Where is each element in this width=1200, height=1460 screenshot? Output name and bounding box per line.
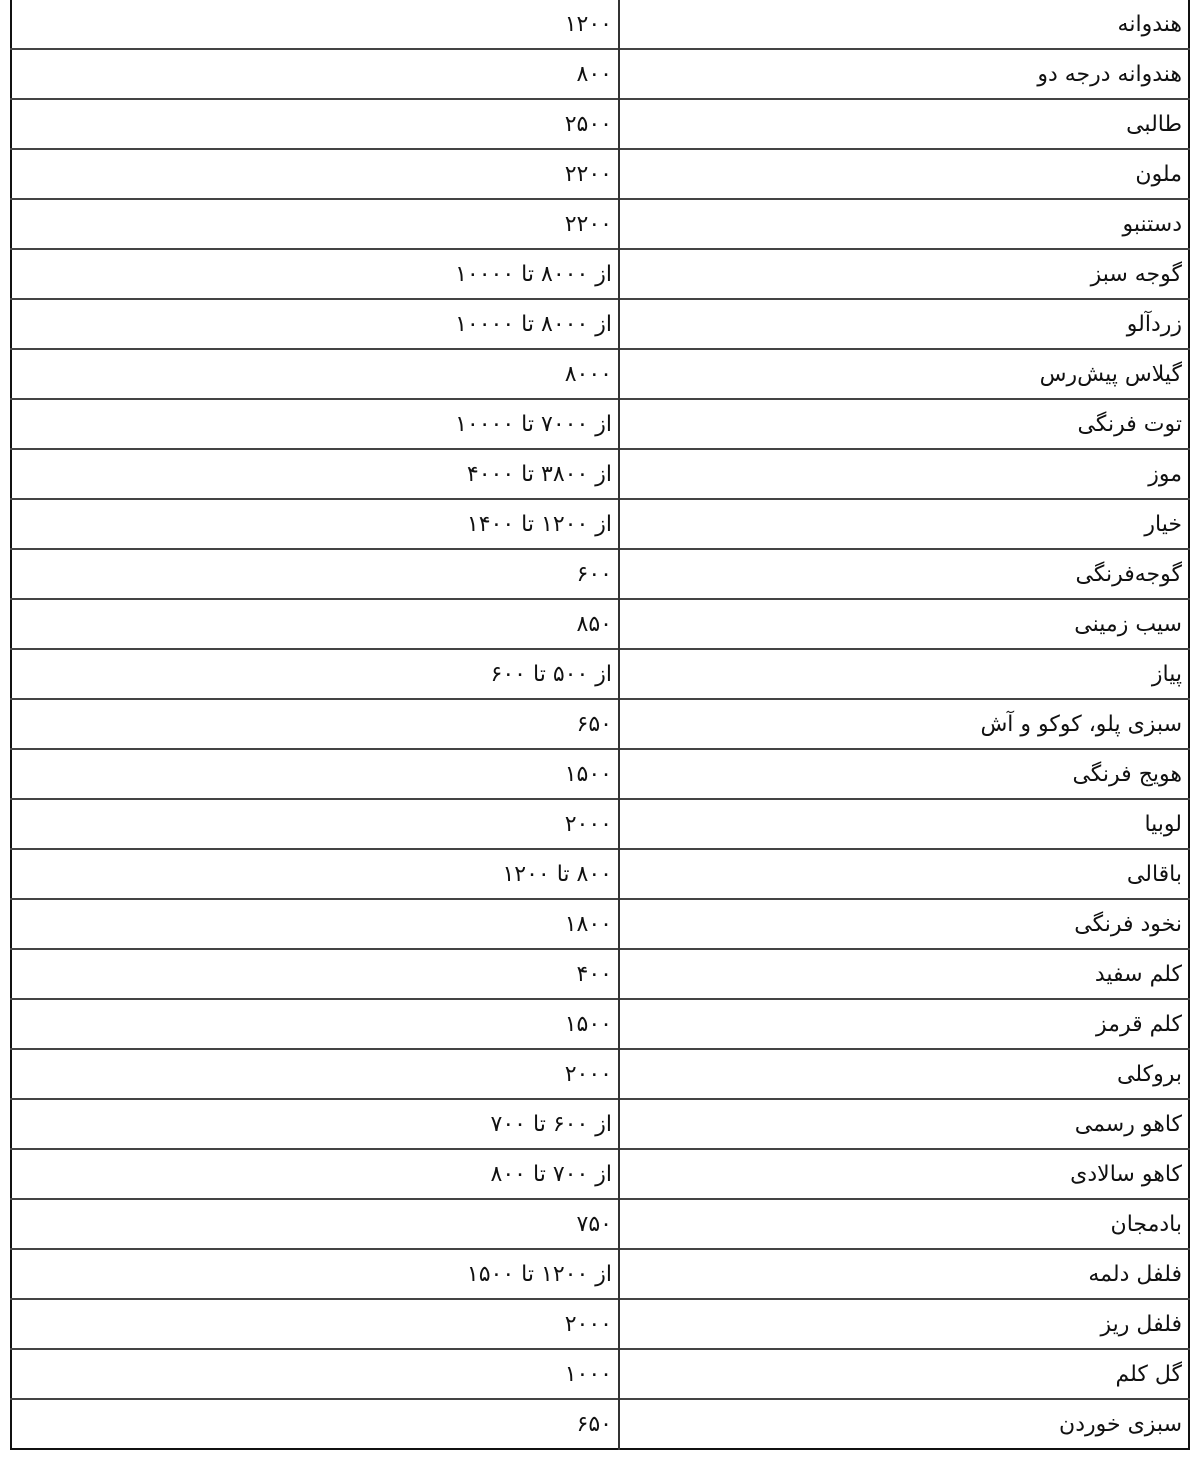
table-row xyxy=(11,299,1189,349)
table-row xyxy=(11,449,1189,499)
item-name-cell: گیلاس پیش‌رس xyxy=(619,349,1189,399)
item-price-cell: ۷۵۰ xyxy=(11,1199,619,1249)
item-price-cell: ۲۲۰۰ xyxy=(11,199,619,249)
table-row xyxy=(11,599,1189,649)
item-name-cell: موز xyxy=(619,449,1189,499)
item-price-cell: ۶۵۰ xyxy=(11,699,619,749)
table-row xyxy=(11,1199,1189,1249)
item-name-cell: فلفل دلمه xyxy=(619,1249,1189,1299)
item-price-cell: ۴۰۰ xyxy=(11,949,619,999)
table-row xyxy=(11,749,1189,799)
table-row xyxy=(11,1099,1189,1149)
item-name-cell: طالبی xyxy=(619,99,1189,149)
item-name-cell: بادمجان xyxy=(619,1199,1189,1249)
table-row xyxy=(11,249,1189,299)
item-price-cell: ۱۵۰۰ xyxy=(11,749,619,799)
table-row xyxy=(11,149,1189,199)
table-row xyxy=(11,199,1189,249)
item-price-cell: از ۶۰۰ تا ۷۰۰ xyxy=(11,1099,619,1149)
item-price-cell: ۱۰۰۰ xyxy=(11,1349,619,1399)
table-row xyxy=(11,899,1189,949)
table-row xyxy=(11,399,1189,449)
table-row xyxy=(11,799,1189,849)
item-name-cell: خیار xyxy=(619,499,1189,549)
table-row xyxy=(11,349,1189,399)
price-table xyxy=(10,0,1190,1450)
item-name-cell: سبزی پلو، کوکو و آش xyxy=(619,699,1189,749)
table-row xyxy=(11,1249,1189,1299)
item-price-cell: ۶۵۰ xyxy=(11,1399,619,1449)
item-price-cell: ۲۵۰۰ xyxy=(11,99,619,149)
item-name-cell: هندوانه xyxy=(619,0,1189,49)
item-name-cell: فلفل ریز xyxy=(619,1299,1189,1349)
item-price-cell: ۱۲۰۰ xyxy=(11,0,619,49)
table-row xyxy=(11,999,1189,1049)
table-row xyxy=(11,1399,1189,1449)
item-price-cell: ۲۰۰۰ xyxy=(11,799,619,849)
item-name-cell: هندوانه درجه دو xyxy=(619,49,1189,99)
item-name-cell: سبزی خوردن xyxy=(619,1399,1189,1449)
item-name-cell: هویج فرنگی xyxy=(619,749,1189,799)
item-name-cell: نخود فرنگی xyxy=(619,899,1189,949)
item-name-cell: توت فرنگی xyxy=(619,399,1189,449)
item-price-cell: ۱۸۰۰ xyxy=(11,899,619,949)
item-price-cell: از ۳۸۰۰ تا ۴۰۰۰ xyxy=(11,449,619,499)
table-row xyxy=(11,1349,1189,1399)
item-price-cell: از ۷۰۰۰ تا ۱۰۰۰۰ xyxy=(11,399,619,449)
item-price-cell: از ۵۰۰ تا ۶۰۰ xyxy=(11,649,619,699)
item-name-cell: زردآلو xyxy=(619,299,1189,349)
item-price-cell: ۲۰۰۰ xyxy=(11,1299,619,1349)
item-name-cell: بروکلی xyxy=(619,1049,1189,1099)
item-name-cell: دستنبو xyxy=(619,199,1189,249)
item-price-cell: از ۷۰۰ تا ۸۰۰ xyxy=(11,1149,619,1199)
item-name-cell: سیب زمینی xyxy=(619,599,1189,649)
item-name-cell: گوجه سبز xyxy=(619,249,1189,299)
table-row xyxy=(11,49,1189,99)
item-price-cell: ۶۰۰ xyxy=(11,549,619,599)
item-name-cell: گل کلم xyxy=(619,1349,1189,1399)
item-price-cell: از ۱۲۰۰ تا ۱۵۰۰ xyxy=(11,1249,619,1299)
table-row xyxy=(11,1149,1189,1199)
table-row xyxy=(11,699,1189,749)
item-price-cell: از ۸۰۰۰ تا ۱۰۰۰۰ xyxy=(11,249,619,299)
item-name-cell: کلم قرمز xyxy=(619,999,1189,1049)
item-price-cell: ۸۰۰ xyxy=(11,49,619,99)
item-price-cell: ۸۰۰۰ xyxy=(11,349,619,399)
table-row xyxy=(11,649,1189,699)
table-row xyxy=(11,1049,1189,1099)
item-price-cell: ۲۰۰۰ xyxy=(11,1049,619,1099)
item-name-cell: لوبیا xyxy=(619,799,1189,849)
item-name-cell: کاهو رسمی xyxy=(619,1099,1189,1149)
item-price-cell: از ۸۰۰۰ تا ۱۰۰۰۰ xyxy=(11,299,619,349)
item-price-cell: ۱۵۰۰ xyxy=(11,999,619,1049)
item-name-cell: کاهو سالادی xyxy=(619,1149,1189,1199)
table-row xyxy=(11,0,1189,49)
table-row xyxy=(11,549,1189,599)
table-row xyxy=(11,99,1189,149)
item-name-cell: گوجه‌فرنگی xyxy=(619,549,1189,599)
item-name-cell: ملون xyxy=(619,149,1189,199)
item-price-cell: ۸۵۰ xyxy=(11,599,619,649)
item-price-cell: از ۱۲۰۰ تا ۱۴۰۰ xyxy=(11,499,619,549)
item-name-cell: کلم سفید xyxy=(619,949,1189,999)
item-name-cell: پیاز xyxy=(619,649,1189,699)
table-row xyxy=(11,499,1189,549)
table-row xyxy=(11,849,1189,899)
item-name-cell: باقالی xyxy=(619,849,1189,899)
item-price-cell: ۲۲۰۰ xyxy=(11,149,619,199)
table-row xyxy=(11,949,1189,999)
item-price-cell: ۸۰۰ تا ۱۲۰۰ xyxy=(11,849,619,899)
price-table-body xyxy=(11,0,1189,1449)
table-row xyxy=(11,1299,1189,1349)
